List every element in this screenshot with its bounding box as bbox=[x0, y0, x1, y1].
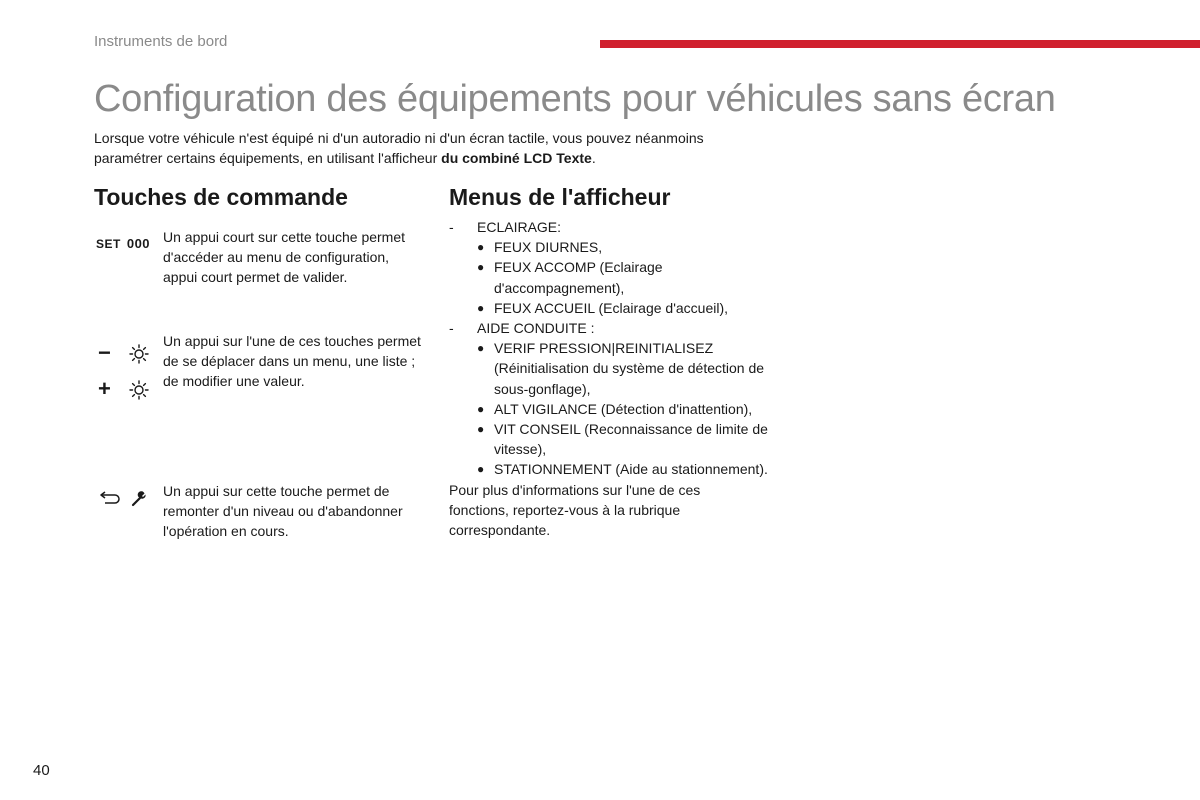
key-set-description: Un appui court sur cette touche permet d'accéder au menu de configuration, appui court permet de valider. bbox=[163, 229, 406, 285]
intro-line-1: Lorsque votre véhicule n'est équipé ni d'un autoradio ni d'un écran tactile, vous pouvez néanmoins bbox=[94, 130, 704, 146]
set-dots: 000 bbox=[126, 236, 151, 251]
list-item bbox=[449, 257, 779, 297]
bullet-icon: ● bbox=[477, 341, 485, 356]
page-title: Configuration des équipements pour véhicules sans écran bbox=[94, 78, 1056, 120]
key-set-block bbox=[94, 227, 424, 311]
list-item-text: FEUX DIURNES, bbox=[494, 239, 603, 256]
keys-heading: Touches de commande bbox=[94, 184, 348, 210]
menu-note: Pour plus d'informations sur l'une de ces fonctions, reportez-vous à la rubrique correspondante. bbox=[449, 481, 701, 539]
list-item bbox=[449, 419, 779, 459]
section-label: Instruments de bord bbox=[94, 33, 228, 50]
intro-paragraph bbox=[94, 128, 794, 168]
wrench-icon bbox=[131, 491, 147, 507]
list-item bbox=[449, 298, 779, 318]
intro-line-2-end: . bbox=[591, 150, 596, 166]
bullet-icon: ● bbox=[477, 422, 485, 437]
key-back-block bbox=[94, 481, 424, 545]
header-accent-bar bbox=[600, 40, 1200, 48]
menu-list bbox=[449, 217, 789, 540]
key-adjust-block bbox=[94, 331, 424, 415]
menu-group-label: ECLAIRAGE: bbox=[477, 219, 562, 235]
intro-bold-text: du combiné LCD Texte bbox=[441, 150, 592, 166]
bullet-icon: ● bbox=[477, 462, 485, 477]
list-item bbox=[449, 399, 779, 419]
intro-line-2-text: paramétrer certains équipements, en utilisant l'afficheur bbox=[94, 150, 442, 166]
list-item-text: VIT CONSEIL (Reconnaissance de limite de vitesse), bbox=[494, 421, 768, 458]
list-item-text: ALT VIGILANCE (Détection d'inattention), bbox=[494, 400, 753, 417]
list-item-text: STATIONNEMENT (Aide au stationnement). bbox=[494, 461, 768, 478]
list-item-text: FEUX ACCOMP (Eclairage d'accompagnement), bbox=[494, 259, 663, 296]
list-item bbox=[449, 237, 779, 257]
page-number: 40 bbox=[33, 762, 50, 779]
set-button-icon bbox=[96, 236, 150, 251]
list-item bbox=[449, 459, 779, 479]
plus-row bbox=[94, 378, 154, 400]
list-dash: - bbox=[449, 320, 454, 337]
menus-heading: Menus de l'afficheur bbox=[449, 184, 671, 210]
brightness-icon bbox=[129, 380, 149, 400]
bullet-icon: ● bbox=[477, 401, 485, 416]
brightness-icon bbox=[129, 344, 149, 364]
list-dash: - bbox=[449, 219, 454, 235]
minus-row bbox=[94, 342, 154, 364]
set-label: SET bbox=[96, 237, 121, 251]
key-adjust-description: Un appui sur l'une de ces touches permet de se déplacer dans un menu, une liste ; de modifier une valeur. bbox=[163, 333, 421, 389]
menu-group-label: AIDE CONDUITE : bbox=[477, 320, 595, 337]
bullet-icon: ● bbox=[477, 300, 485, 315]
menu-group-aide-conduite bbox=[449, 318, 789, 338]
list-item bbox=[449, 338, 779, 399]
bullet-icon: ● bbox=[477, 240, 485, 255]
minus-icon: − bbox=[98, 340, 111, 365]
bullet-icon: ● bbox=[477, 260, 485, 275]
intro-line-2 bbox=[94, 148, 794, 168]
list-item-text: FEUX ACCUEIL (Eclairage d'accueil), bbox=[494, 299, 729, 316]
key-back-description: Un appui sur cette touche permet de remonter d'un niveau ou d'abandonner l'opération en cours. bbox=[163, 483, 403, 539]
menu-group-eclairage bbox=[449, 217, 789, 237]
list-item-text: VERIF PRESSION|REINITIALISEZ (Réinitialisation du système de détection de sous-gonflage), bbox=[494, 340, 765, 397]
back-arrow-icon bbox=[99, 491, 121, 507]
plus-icon: + bbox=[98, 376, 111, 401]
